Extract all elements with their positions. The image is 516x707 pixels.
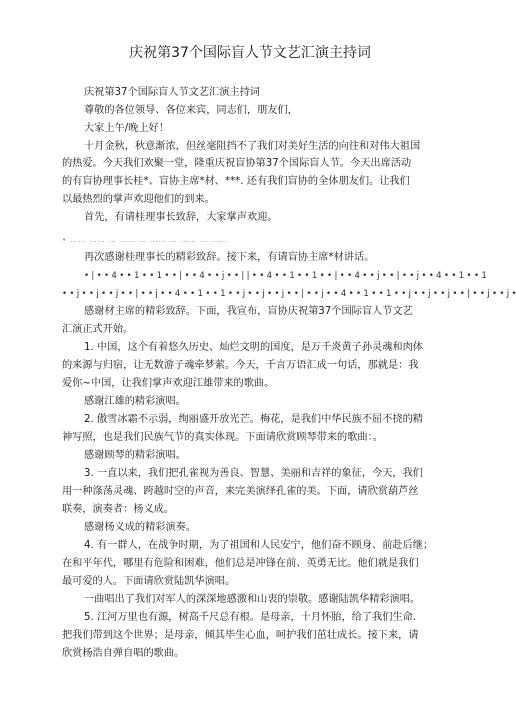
- text-line-dots: • …… …… … …… … …… … …… … ……: [62, 236, 228, 244]
- text-line: 首先，有请桂理事长致辞，大家掌声欢迎。: [84, 212, 278, 223]
- text-line: 的热爱。今天我们欢聚一堂，隆重庆祝盲协第37个国际盲人节。今天出席活动: [62, 158, 412, 169]
- text-line: 十月金秋，秋意渐浓，但丝毫阻挡不了我们对美好生活的向往和对伟大祖国: [84, 141, 421, 152]
- text-line: 感谢杨义成的精彩演奏。: [84, 522, 197, 533]
- text-line: 感谢材主席的精彩致辞。下面，我宣布，盲协庆祝第37个国际盲人节文艺: [84, 306, 413, 317]
- text-line: 的来源与归宿，让无数游子魂牵梦萦。今天，千言万语汇成一句话，那就是：我: [62, 360, 419, 371]
- text-line: 感谢江雄的精彩演唱。: [84, 396, 186, 407]
- text-line: 汇演正式开始。: [62, 324, 134, 335]
- text-line: 庆祝第37个国际盲人节文艺汇演主持词: [84, 87, 260, 98]
- text-line: 神写照，也是我们民族气节的真实体现。下面请欣赏顾琴带来的歌曲：。: [62, 432, 383, 443]
- text-line: 欣赏杨浩自弹自唱的歌曲。: [62, 648, 185, 659]
- text-line: 用一种涤荡灵魂、跨越时空的声音，来完美演绎孔雀的美。下面，请欣赏葫芦丝: [62, 486, 419, 497]
- text-line: 一曲唱出了我们对军人的深深地感激和山衷的崇敬。感谢陆凯华精彩演唱。: [84, 594, 421, 605]
- text-line: 爱你~中国，让我们掌声欢迎江雄带来的歌曲。: [62, 378, 275, 389]
- text-line: 尊敬的各位领导、各位来宾，同志们，朋友们，: [84, 105, 298, 116]
- text-line: 2. 傲雪冰霜不示弱，绚丽盛开放光芒。梅花，是我们中华民族不屈不挠的精: [84, 414, 423, 425]
- text-line: 以最热烈的掌声欢迎他们的到来。: [62, 194, 215, 205]
- text-line: 在和平年代，哪里有危险和困难，他们总是冲锋在前、英勇无比。他们就是我们: [62, 558, 419, 569]
- text-line: 把我们带到这个世界；是母亲，倾其毕生心血，呵护我们茁壮成长。接下来，请: [62, 630, 419, 641]
- text-line-noise: • • j • • j • • j • • | • • j • • 4 • • 1 • • 1 • • j • • j • • j • • | • • j • • 4 • • 1 • • 1 • • j • • j • • j • • | • • j • • j •: [62, 289, 516, 299]
- text-line: 3. 一直以来，我们把孔雀视为善良、智慧、美丽和吉祥的象征，今天，我们: [84, 468, 423, 479]
- text-line: 大家上午/晚上好！: [84, 123, 169, 134]
- document-title: 庆祝第37个国际盲人节文艺汇演主持词: [129, 45, 371, 61]
- text-line: 联奏，演奏者：杨义成。: [62, 504, 175, 515]
- text-line: 再次感谢桂理事长的精彩致辞。接下来，有请盲协主席*材讲话。: [84, 252, 375, 263]
- text-line: 感谢顾琴的精彩演唱。: [84, 450, 186, 461]
- text-line: 4. 有一群人，在战争时期，为了祖国和人民安宁，他们奋不顾身、前赴后继；: [84, 540, 434, 551]
- text-line: 1. 中国，这个有着悠久历史、灿烂文明的国度，是万千炎黄子孙灵魂和肉体: [84, 342, 423, 353]
- text-line-noise: • | • • 4 • • 1 • • 1 • • | • • 4 • • j • • | | • • 4 • • 1 • • 1 • • | • • 4 • • j • • | • • j • • 4 • • 1 • • 1: [84, 271, 487, 281]
- text-line: 最可爱的人。下面请欣赏陆凯华演唱。: [62, 576, 236, 587]
- text-line: 的有盲协理事长桂*、盲协主席*材、***. 还有我们盲协的全体朋友们。让我们: [62, 176, 410, 187]
- text-line: 5. 江河万里也有源，树高千尺总有根。是母亲，十月怀胎，给了我们生命.: [84, 612, 417, 623]
